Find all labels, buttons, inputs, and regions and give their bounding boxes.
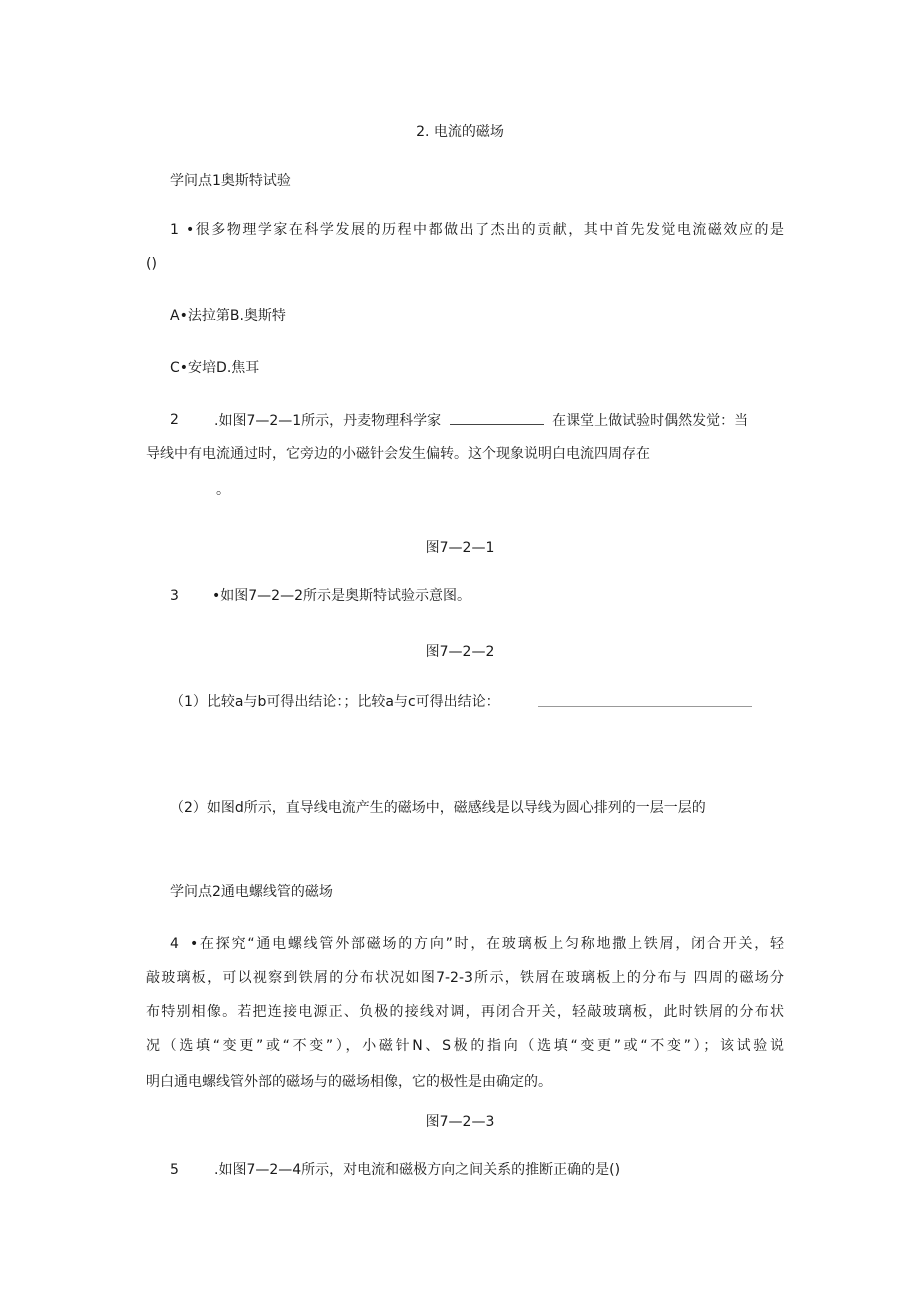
section-heading-2: 学问点2通电螺线管的磁场 (170, 884, 333, 900)
question-1-line-1: •很多物理学家在科学发展的历程中都做出了杰出的贡献，其中首先发觉电流磁效应的是 (186, 222, 784, 238)
question-2-line-3: 。 (216, 482, 230, 498)
question-1-number: 1 (170, 222, 179, 238)
question-4-number: 4 (170, 936, 179, 952)
question-3-number: 3 (170, 588, 179, 604)
question-3-line-1: •如图7—2—2所示是奥斯特试验示意图。 (212, 588, 471, 604)
question-4-line-5: 明白通电螺线管外部的磁场与的磁场相像，它的极性是由确定的。 (146, 1074, 552, 1090)
question-4-line-2: 敲玻璃板，可以视察到铁屑的分布状况如图7-2-3所示，铁屑在玻璃板上的分布与 四周的磁场分 (146, 970, 784, 986)
section-heading-1: 学问点1奥斯特试验 (170, 173, 291, 189)
question-2-line-1 (214, 410, 748, 431)
question-2-line-1-start: .如图7—2—1所示，丹麦物理科学家 (214, 413, 442, 429)
question-3-answer-line (538, 706, 752, 707)
question-4-line-4: 况（选填“变更”或“不变”），小磁针N、S极的指向（选填“变更”或“不变”）；该试验说 (146, 1038, 784, 1054)
question-2-answer-blank (450, 410, 544, 425)
question-2-line-2: 导线中有电流通过时，它旁边的小磁针会发生偏转。这个现象说明白电流四周存在 (146, 446, 650, 462)
question-1-options-ab: A•法拉第B.奥斯特 (170, 308, 286, 324)
figure-7-2-2-caption: 图7—2—2 (425, 644, 495, 660)
question-4-line-3: 布特别相像。若把连接电源正、负极的接线对调，再闭合开关，轻敲玻璃板，此时铁屑的分布状 (146, 1004, 784, 1020)
question-3-sub-1: （1）比较a与b可得出结论：；比较a与c可得出结论： (170, 694, 500, 710)
question-5-number: 5 (170, 1162, 179, 1178)
figure-7-2-1-caption: 图7—2—1 (425, 540, 495, 556)
question-2-number: 2 (170, 412, 179, 428)
question-2-line-1-end: 在课堂上做试验时偶然发觉：当 (552, 413, 749, 429)
figure-7-2-3-caption: 图7—2—3 (425, 1114, 495, 1130)
question-3-sub-2: （2）如图d所示，直导线电流产生的磁场中，磁感线是以导线为圆心排列的一层一层的 (170, 800, 706, 816)
question-1-line-2: () (146, 256, 157, 272)
page-title: 2. 电流的磁场 (416, 124, 504, 140)
question-4-line-1: •在探究“通电螺线管外部磁场的方向”时，在玻璃板上匀称地撒上铁屑，闭合开关，轻 (190, 936, 784, 952)
question-1-options-cd: C•安培D.焦耳 (170, 360, 260, 376)
question-5-line-1: .如图7—2—4所示，对电流和磁极方向之间关系的推断正确的是() (214, 1162, 621, 1178)
